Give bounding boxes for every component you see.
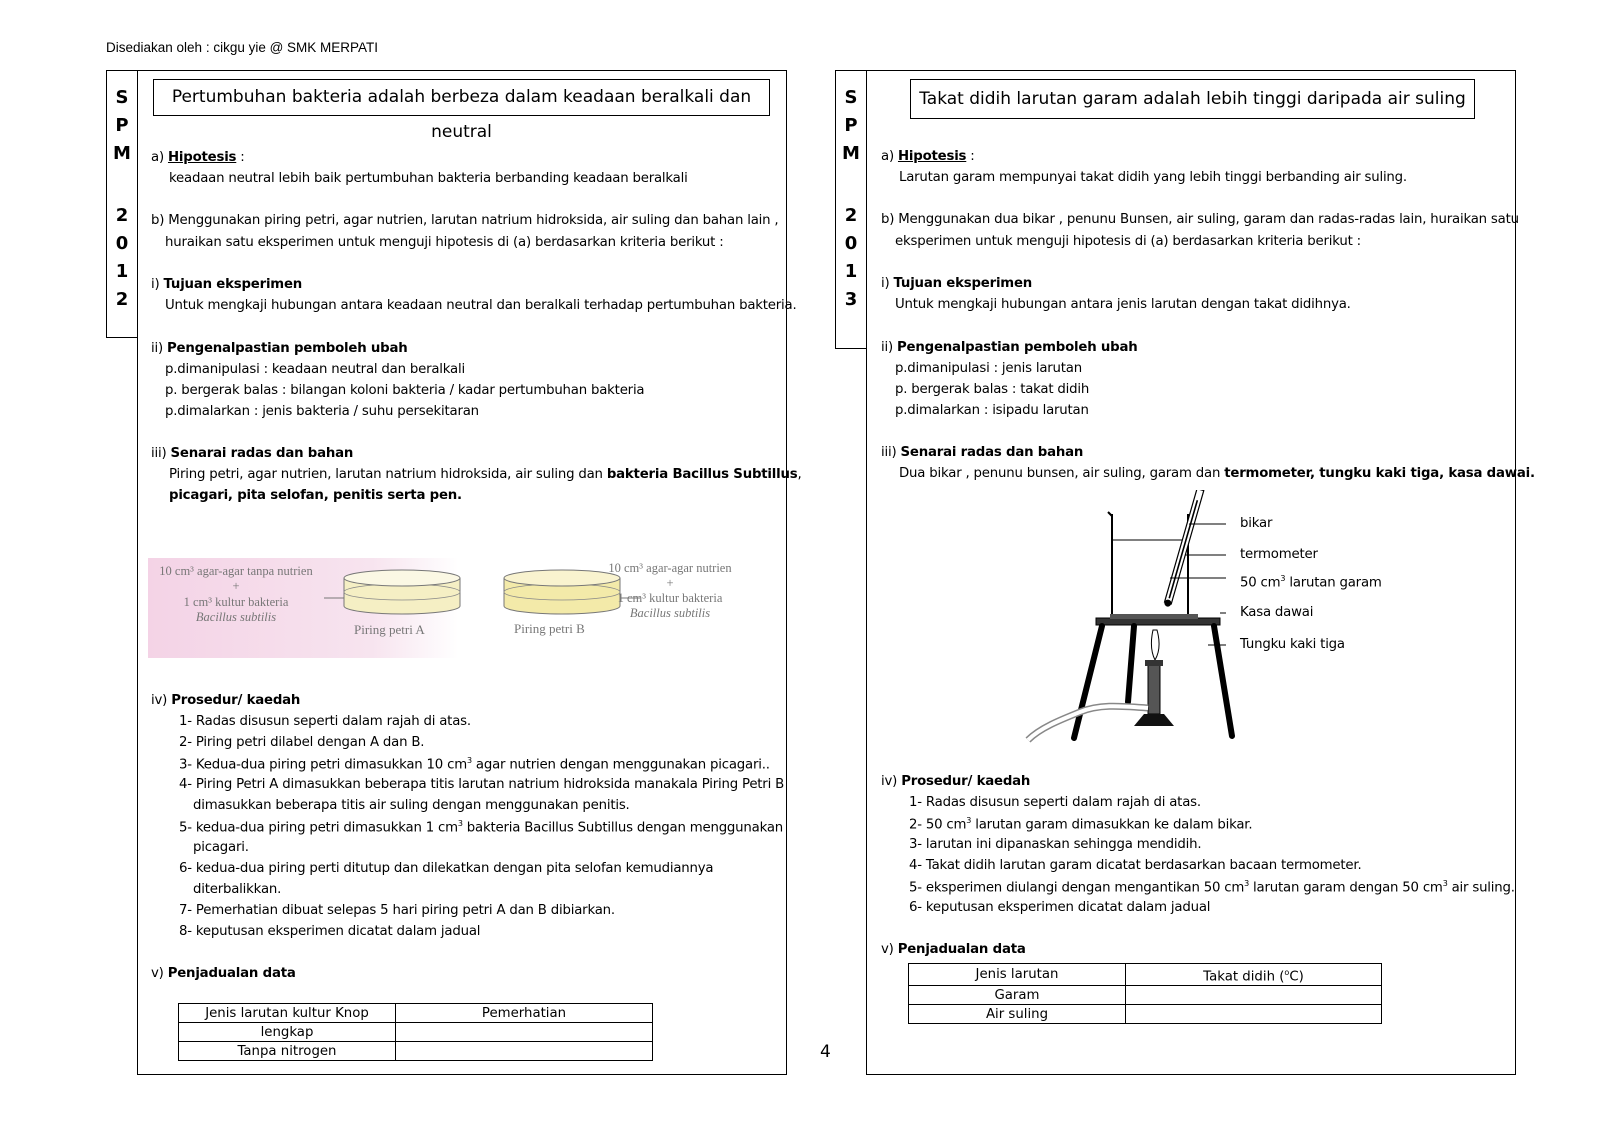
procedure-step: 8- keputusan eksperimen dicatat dalam jadual [179, 924, 481, 939]
left-var-item: p.dimanipulasi : keadaan neutral dan beralkali [165, 362, 465, 377]
label-termometer: termometer [1240, 547, 1318, 562]
table-cell: Garam [909, 986, 1126, 1005]
table-cell [1126, 1005, 1382, 1024]
left-penjadualan: v) Penjadualan data [151, 966, 296, 981]
right-tujuan: i) Tujuan eksperimen [881, 276, 1033, 291]
table-cell: Tanpa nitrogen [179, 1042, 396, 1061]
tab-letter: 0 [844, 233, 858, 254]
tab-letter: S [844, 87, 858, 108]
procedure-step: 5- kedua-dua piring petri dimasukkan 1 $cm^3$ bakteria Bacillus Subtillus dengan menggunakan [179, 819, 784, 836]
label-bikar: bikar [1240, 516, 1273, 531]
right-tujuan-text: Untuk mengkaji hubungan antara jenis larutan dengan takat didihnya. [895, 297, 1351, 312]
petri-dish-a [344, 570, 460, 614]
right-prosedur: iv) Prosedur/ kaedah [881, 774, 1031, 789]
left-b-line2: huraikan satu eksperimen untuk menguji hipotesis di (a) berdasarkan kriteria berikut : [165, 235, 724, 250]
right-radas-text: Dua bikar , penunu bunsen, air suling, garam dan termometer, tungku kaki tiga, kasa dawai. [899, 466, 1535, 481]
procedure-step: dimasukkan beberapa titis air suling dengan menggunakan penitis. [193, 798, 630, 813]
left-hipotesis: a) Hipotesis : [151, 150, 245, 165]
right-b-line1: b) Menggunakan dua bikar , penunu Bunsen, air suling, garam dan radas-radas lain, huraikan satu [881, 212, 1519, 227]
procedure-step: 6- keputusan eksperimen dicatat dalam jadual [909, 900, 1211, 915]
left-var-item: p. bergerak balas : bilangan koloni bakteria / kadar pertumbuhan bakteria [165, 383, 645, 398]
left-prosedur: iv) Prosedur/ kaedah [151, 693, 301, 708]
left-year-tab [106, 70, 138, 338]
table-header-row [909, 964, 1382, 986]
tab-letter: M [842, 143, 860, 164]
petri-dish-diagram [148, 558, 758, 658]
left-hipotesis-text: keadaan neutral lebih baik pertumbuhan bakteria berbanding keadaan beralkali [169, 171, 688, 186]
right-hipotesis-text: Larutan garam mempunyai takat didih yang lebih tinggi berbanding air suling. [899, 170, 1407, 185]
tab-letter: M [113, 143, 131, 164]
procedure-step: 6- kedua-dua piring perti ditutup dan dilekatkan dengan pita selofan kemudiannya [179, 861, 714, 876]
left-tujuan: i) Tujuan eksperimen [151, 277, 303, 292]
dish-b-label: Piring petri B [514, 621, 585, 636]
right-year-tab [835, 70, 867, 349]
procedure-step: picagari. [193, 840, 249, 855]
table-header-cell: Pemerhatian [396, 1004, 653, 1023]
procedure-step: diterbalikkan. [193, 882, 282, 897]
tab-letter: 3 [844, 289, 858, 310]
table-cell [396, 1023, 653, 1042]
left-pembolehubah: ii) Pengenalpastian pemboleh ubah [151, 341, 408, 356]
table-row [909, 1005, 1382, 1024]
table-cell: Air suling [909, 1005, 1126, 1024]
page-header: Disediakan oleh : cikgu yie @ SMK MERPATI [106, 40, 379, 55]
procedure-step: 7- Pemerhatian dibuat selepas 5 hari piring petri A dan B dibiarkan. [179, 903, 615, 918]
table-header-cell: Takat didih ($^o$C) [1126, 964, 1382, 986]
procedure-step: 3- Kedua-dua piring petri dimasukkan 10 $cm^3$ agar nutrien dengan menggunakan picagari.. [179, 756, 770, 773]
left-var-item: p.dimalarkan : jenis bakteria / suhu persekitaran [165, 404, 479, 419]
right-hipotesis: a) Hipotesis : [881, 149, 975, 164]
tab-letter: P [115, 115, 129, 136]
thermometer [1164, 490, 1204, 607]
procedure-step: 1- Radas disusun seperti dalam rajah di atas. [909, 795, 1201, 810]
table-cell: lengkap [179, 1023, 396, 1042]
left-data-table [178, 1003, 653, 1061]
left-radas: iii) Senarai radas dan bahan [151, 446, 354, 461]
procedure-step: 4- Takat didih larutan garam dicatat berdasarkan bacaan termometer. [909, 858, 1362, 873]
bunsen-burner [1028, 630, 1174, 740]
page-number: 4 [820, 1042, 831, 1062]
right-b-line2: eksperimen untuk menguji hipotesis di (a) berdasarkan kriteria berikut : [895, 234, 1361, 249]
right-title: Takat didih larutan garam adalah lebih tinggi daripada air suling [910, 79, 1475, 119]
table-row [179, 1042, 653, 1061]
label-tungku: Tungku kaki tiga [1240, 637, 1345, 652]
left-tujuan-text: Untuk mengkaji hubungan antara keadaan neutral dan beralkali terhadap pertumbuhan bakteria. [165, 298, 797, 313]
tab-letter: P [844, 115, 858, 136]
dish-a-label: Piring petri A [354, 622, 425, 637]
procedure-step: 1- Radas disusun seperti dalam rajah di atas. [179, 714, 471, 729]
left-dish-label: 10 cm³ agar-agar tanpa nutrien + 1 cm³ kultur bakteria Bacillus subtilis [159, 564, 313, 624]
right-var-item: p.dimanipulasi : jenis larutan [895, 361, 1082, 376]
tab-letter: 2 [115, 289, 129, 310]
right-var-item: p.dimalarkan : isipadu larutan [895, 403, 1089, 418]
tab-letter: 2 [115, 205, 129, 226]
left-title: Pertumbuhan bakteria adalah berbeza dalam keadaan beralkali dan neutral [153, 79, 770, 116]
table-header-cell: Jenis larutan kultur Knop [179, 1004, 396, 1023]
table-header-row [179, 1004, 653, 1023]
tab-letter: S [115, 87, 129, 108]
wire-gauze [1096, 614, 1220, 625]
table-cell [396, 1042, 653, 1061]
right-penjadualan: v) Penjadualan data [881, 942, 1026, 957]
label-kasa-dawai: Kasa dawai [1240, 605, 1314, 620]
right-radas: iii) Senarai radas dan bahan [881, 445, 1084, 460]
right-dish-label: 10 cm³ agar-agar nutrien + 1 cm³ kultur bakteria Bacillus subtilis [608, 561, 732, 620]
boiling-apparatus-diagram [1010, 490, 1480, 750]
left-radas-text2: picagari, pita selofan, penitis serta pen. [169, 488, 462, 503]
table-row [179, 1023, 653, 1042]
left-b-line1: b) Menggunakan piring petri, agar nutrien, larutan natrium hidroksida, air suling dan bahan lain , [151, 213, 779, 228]
table-row [909, 986, 1382, 1005]
procedure-step: 2- 50 $cm^3$ larutan garam dimasukkan ke dalam bikar. [909, 816, 1253, 833]
tab-letter: 1 [844, 261, 858, 282]
table-header-cell: Jenis larutan [909, 964, 1126, 986]
table-cell [1126, 986, 1382, 1005]
procedure-step: 2- Piring petri dilabel dengan A dan B. [179, 735, 425, 750]
left-radas-text: Piring petri, agar nutrien, larutan natrium hidroksida, air suling dan bakteria Bacillus Subtillus, [169, 467, 802, 482]
procedure-step: 3- larutan ini dipanaskan sehingga mendidih. [909, 837, 1202, 852]
procedure-step: 5- eksperimen diulangi dengan mengantikan 50 $cm^3$ larutan garam dengan 50 $cm^3$ air suling. [909, 879, 1515, 896]
tab-letter: 0 [115, 233, 129, 254]
tab-letter: 2 [844, 205, 858, 226]
label-larutan-garam: 50 $cm^3$ larutan garam [1240, 574, 1382, 591]
right-var-item: p. bergerak balas : takat didih [895, 382, 1090, 397]
right-pembolehubah: ii) Pengenalpastian pemboleh ubah [881, 340, 1138, 355]
procedure-step: 4- Piring Petri A dimasukkan beberapa titis larutan natrium hidroksida manakala Piring Petri B [179, 777, 785, 792]
label-pointers [1170, 524, 1226, 645]
right-data-table [908, 963, 1382, 1024]
tab-letter: 1 [115, 261, 129, 282]
